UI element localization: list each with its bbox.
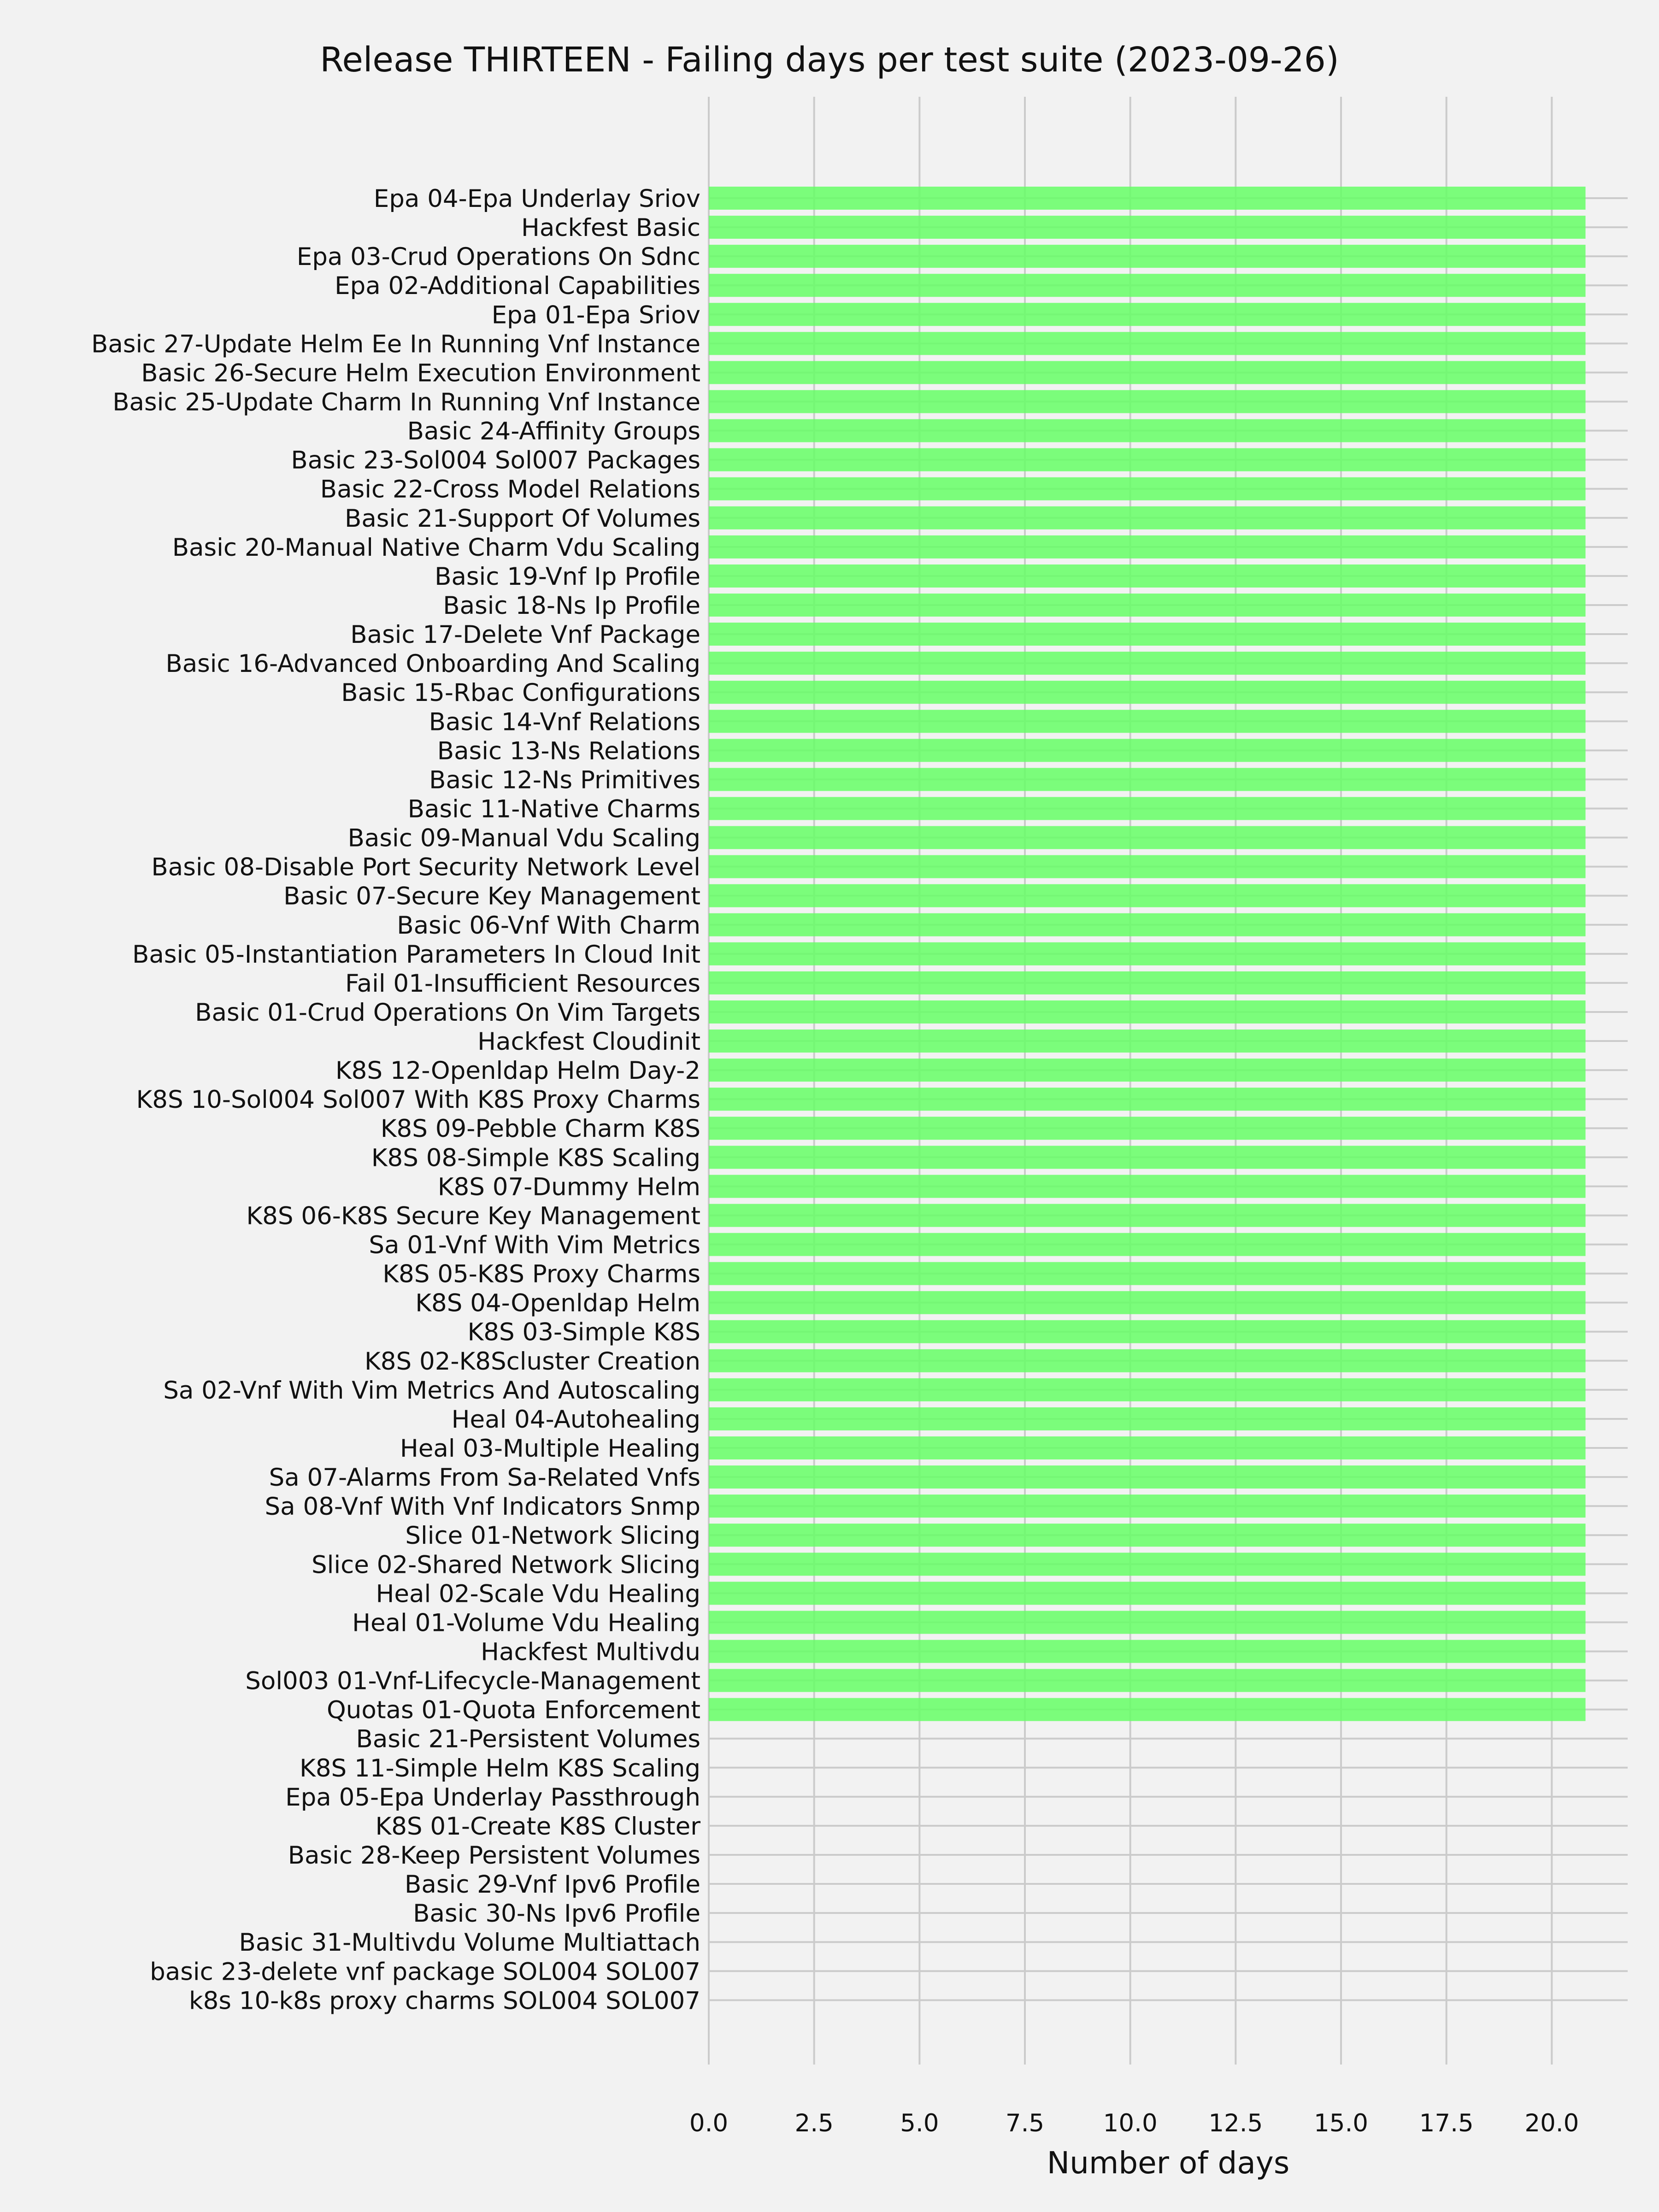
y-tick-label: K8S 04-Openldap Helm xyxy=(415,1289,700,1318)
y-tick-label: Slice 01-Network Slicing xyxy=(405,1522,700,1550)
x-tick-label: 10.0 xyxy=(1103,2109,1158,2137)
y-tick-label: Basic 21-Persistent Volumes xyxy=(356,1725,700,1753)
bar xyxy=(709,1204,1586,1227)
y-tick-label: Basic 30-Ns Ipv6 Profile xyxy=(413,1900,700,1928)
y-tick-label: Heal 02-Scale Vdu Healing xyxy=(376,1580,700,1608)
bar xyxy=(709,1088,1586,1111)
y-tick-label: K8S 12-Openldap Helm Day-2 xyxy=(335,1057,700,1085)
bar xyxy=(709,1030,1586,1053)
bar xyxy=(709,1175,1586,1198)
y-tick-label: Epa 04-Epa Underlay Sriov xyxy=(373,185,700,213)
bar xyxy=(709,1698,1586,1721)
bar xyxy=(709,1233,1586,1256)
bar xyxy=(709,1494,1586,1518)
chart-title: Release THIRTEEN - Failing days per test suite (2023-09-26) xyxy=(320,40,1339,80)
bar xyxy=(709,1146,1586,1169)
y-tick-label: Basic 19-Vnf Ip Profile xyxy=(435,562,700,591)
y-tick-label: Basic 15-Rbac Configurations xyxy=(341,679,700,707)
y-tick-label: Basic 28-Keep Persistent Volumes xyxy=(288,1841,700,1870)
bar xyxy=(709,971,1586,994)
bar xyxy=(709,535,1586,559)
y-tick-label: Basic 24-Affinity Groups xyxy=(407,417,700,446)
y-tick-label: Basic 06-Vnf With Charm xyxy=(397,911,700,940)
x-tick-label: 2.5 xyxy=(794,2109,834,2137)
y-tick-label: Sa 01-Vnf With Vim Metrics xyxy=(369,1231,700,1259)
y-tick-label: Sa 02-Vnf With Vim Metrics And Autoscaling xyxy=(163,1376,700,1405)
bar xyxy=(709,1059,1586,1082)
y-tick-label: Basic 13-Ns Relations xyxy=(437,737,700,765)
y-tick-label: Basic 22-Cross Model Relations xyxy=(320,475,700,504)
bar xyxy=(709,1000,1586,1024)
bar xyxy=(709,884,1586,907)
bar xyxy=(709,216,1586,239)
bar xyxy=(709,1465,1586,1488)
x-tick-label: 17.5 xyxy=(1419,2109,1474,2137)
bar xyxy=(709,1349,1586,1372)
y-tick-label: Sa 08-Vnf With Vnf Indicators Snmp xyxy=(265,1493,700,1521)
y-tick-label: K8S 02-K8Scluster Creation xyxy=(365,1347,700,1376)
bar xyxy=(709,681,1586,704)
bar xyxy=(709,506,1586,529)
bar xyxy=(709,739,1586,762)
y-tick-label: Basic 31-Multivdu Volume Multiattach xyxy=(239,1929,700,1957)
y-tick-label: Hackfest Multivdu xyxy=(481,1638,700,1666)
bar xyxy=(709,1407,1586,1430)
y-tick-label: K8S 05-K8S Proxy Charms xyxy=(382,1260,700,1288)
bar xyxy=(709,1320,1586,1343)
bar xyxy=(709,1611,1586,1634)
x-tick-labels xyxy=(689,2109,1579,2137)
y-tick-label: Sa 07-Alarms From Sa-Related Vnfs xyxy=(269,1464,700,1492)
x-tick-label: 15.0 xyxy=(1314,2109,1369,2137)
y-tick-label: Basic 07-Secure Key Management xyxy=(283,882,700,911)
y-tick-label: Quotas 01-Quota Enforcement xyxy=(327,1696,700,1724)
bar xyxy=(709,1436,1586,1459)
x-tick-label: 5.0 xyxy=(900,2109,939,2137)
bar xyxy=(709,390,1586,413)
y-tick-label: Basic 26-Secure Helm Execution Environment xyxy=(141,359,700,388)
bar xyxy=(709,274,1586,297)
bar xyxy=(709,594,1586,617)
bar xyxy=(709,1669,1586,1692)
bar xyxy=(709,245,1586,268)
y-tick-label: basic 23-delete vnf package SOL004 SOL007 xyxy=(150,1958,700,1986)
y-tick-label: Basic 27-Update Helm Ee In Running Vnf Instance xyxy=(91,330,700,359)
bar xyxy=(709,477,1586,500)
y-tick-label: Basic 20-Manual Native Charm Vdu Scaling xyxy=(172,533,700,562)
bar xyxy=(709,1553,1586,1576)
y-tick-label: K8S 06-K8S Secure Key Management xyxy=(246,1202,700,1230)
bar xyxy=(709,710,1586,733)
bar xyxy=(709,361,1586,384)
y-tick-label: Epa 01-Epa Sriov xyxy=(491,301,700,329)
y-tick-label: Basic 11-Native Charms xyxy=(407,795,700,824)
x-axis-label: Number of days xyxy=(1047,2145,1290,2181)
x-tick-label: 12.5 xyxy=(1208,2109,1263,2137)
bar xyxy=(709,1524,1586,1547)
x-tick-label: 20.0 xyxy=(1524,2109,1579,2137)
y-tick-label: k8s 10-k8s proxy charms SOL004 SOL007 xyxy=(188,1987,700,2015)
bar xyxy=(709,1378,1586,1401)
y-tick-label: K8S 03-Simple K8S xyxy=(467,1318,700,1347)
y-tick-label: Basic 01-Crud Operations On Vim Targets xyxy=(195,998,700,1027)
y-tick-label: Hackfest Basic xyxy=(521,214,700,242)
bar xyxy=(709,623,1586,646)
bar xyxy=(709,332,1586,355)
y-tick-label: K8S 07-Dummy Helm xyxy=(437,1173,700,1201)
y-tick-label: Basic 08-Disable Port Security Network Level xyxy=(151,853,700,882)
bar xyxy=(709,1262,1586,1285)
bar xyxy=(709,448,1586,471)
y-tick-label: Fail 01-Insufficient Resources xyxy=(345,969,700,998)
y-tick-label: Epa 05-Epa Underlay Passthrough xyxy=(285,1783,700,1812)
y-tick-label: K8S 11-Simple Helm K8S Scaling xyxy=(300,1754,700,1783)
bar xyxy=(709,1582,1586,1605)
bar xyxy=(709,826,1586,849)
y-tick-label: Basic 21-Support Of Volumes xyxy=(344,504,700,533)
y-tick-label: Basic 14-Vnf Relations xyxy=(429,708,700,736)
bar xyxy=(709,855,1586,878)
y-tick-label: Basic 25-Update Charm In Running Vnf Instance xyxy=(112,388,700,417)
bar xyxy=(709,913,1586,936)
y-tick-label: Basic 09-Manual Vdu Scaling xyxy=(347,824,700,853)
y-tick-label: Basic 17-Delete Vnf Package xyxy=(350,621,700,649)
y-tick-label: Basic 05-Instantiation Parameters In Cloud Init xyxy=(132,940,700,969)
y-tick-label: K8S 08-Simple K8S Scaling xyxy=(371,1144,700,1172)
y-tick-label: Slice 02-Shared Network Slicing xyxy=(311,1551,700,1579)
bar xyxy=(709,768,1586,791)
y-tick-label: Basic 18-Ns Ip Profile xyxy=(443,591,700,620)
bar xyxy=(709,1640,1586,1663)
y-tick-label: Heal 03-Multiple Healing xyxy=(400,1435,700,1463)
y-tick-label: Epa 02-Additional Capabilities xyxy=(335,272,700,300)
y-tick-label: Heal 04-Autohealing xyxy=(451,1405,700,1434)
y-tick-label: Basic 16-Advanced Onboarding And Scaling xyxy=(165,650,700,678)
bar xyxy=(709,1291,1586,1314)
bar xyxy=(709,942,1586,965)
bar xyxy=(709,652,1586,675)
bar xyxy=(709,187,1586,210)
y-tick-label: Epa 03-Crud Operations On Sdnc xyxy=(296,243,700,271)
bar xyxy=(709,565,1586,588)
y-tick-label: K8S 10-Sol004 Sol007 With K8S Proxy Charms xyxy=(136,1086,700,1114)
bar xyxy=(709,303,1586,326)
bar xyxy=(709,797,1586,820)
bar xyxy=(709,1117,1586,1140)
y-tick-label: Basic 12-Ns Primitives xyxy=(429,766,700,794)
y-tick-label: K8S 01-Create K8S Cluster xyxy=(375,1812,700,1841)
x-tick-label: 7.5 xyxy=(1005,2109,1045,2137)
y-tick-label: Hackfest Cloudinit xyxy=(477,1028,700,1056)
x-tick-label: 0.0 xyxy=(689,2109,729,2137)
y-tick-label: K8S 09-Pebble Charm K8S xyxy=(380,1115,700,1143)
y-tick-label: Basic 23-Sol004 Sol007 Packages xyxy=(291,446,700,475)
bar xyxy=(709,419,1586,442)
y-tick-label: Sol003 01-Vnf-Lifecycle-Management xyxy=(245,1667,700,1695)
y-tick-label: Basic 29-Vnf Ipv6 Profile xyxy=(405,1871,700,1899)
y-tick-label: Heal 01-Volume Vdu Healing xyxy=(352,1609,700,1637)
